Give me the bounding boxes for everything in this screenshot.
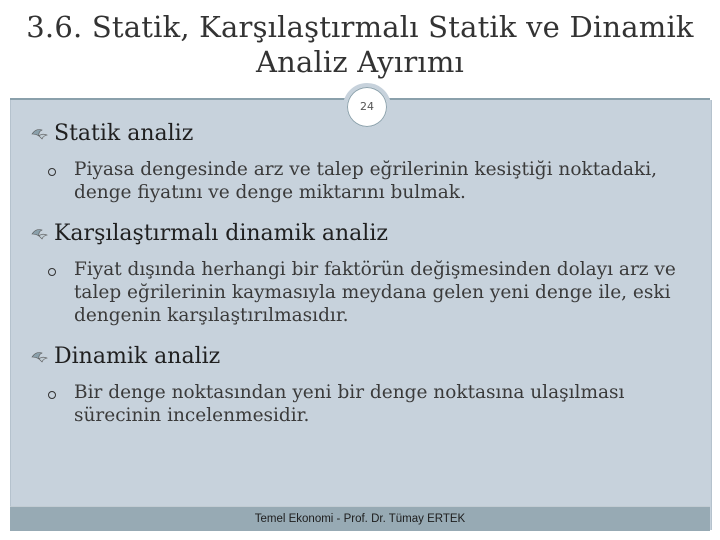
slide <box>10 8 710 530</box>
ring-bullet-icon <box>48 391 56 399</box>
bullet-marker-icon <box>30 224 50 244</box>
section-text-karsilastirmali <box>30 258 694 327</box>
section-text-dinamik <box>30 381 694 427</box>
section-text-label: Bir denge noktasından yeni bir denge noktasına ulaşılması sürecinin incelenmesidir. <box>74 382 625 426</box>
section-text-statik <box>30 158 694 204</box>
section-heading-dinamik <box>30 343 700 371</box>
footer-text: Temel Ekonomi - Prof. Dr. Tümay ERTEK <box>254 513 466 525</box>
page-number-badge: 24 <box>343 83 391 131</box>
ring-bullet-icon <box>48 268 56 276</box>
section-heading-label: Dinamik analiz <box>54 344 221 369</box>
ring-bullet-icon <box>48 168 56 176</box>
footer-bar <box>10 506 710 531</box>
section-heading-karsilastirmali <box>30 220 700 248</box>
bullet-marker-icon <box>30 124 50 144</box>
slide-title: 3.6. Statik, Karşılaştırmalı Statik ve Dinamik Analiz Ayırımı <box>26 10 694 79</box>
bullet-list <box>30 120 700 443</box>
section-text-label: Fiyat dışında herhangi bir faktörün değişmesinden dolayı arz ve talep eğrilerinin kaymasıyla meydana gelen yeni denge ile, eski dengenin karşılaştırılmasıdır. <box>74 259 676 326</box>
section-text-label: Piyasa dengesinde arz ve talep eğrilerinin kesiştiği noktadaki, denge fiyatını ve denge miktarını bulmak. <box>74 159 658 203</box>
bullet-marker-icon <box>30 347 50 367</box>
section-heading-label: Statik analiz <box>54 121 194 146</box>
section-heading-label: Karşılaştırmalı dinamik analiz <box>54 221 388 246</box>
